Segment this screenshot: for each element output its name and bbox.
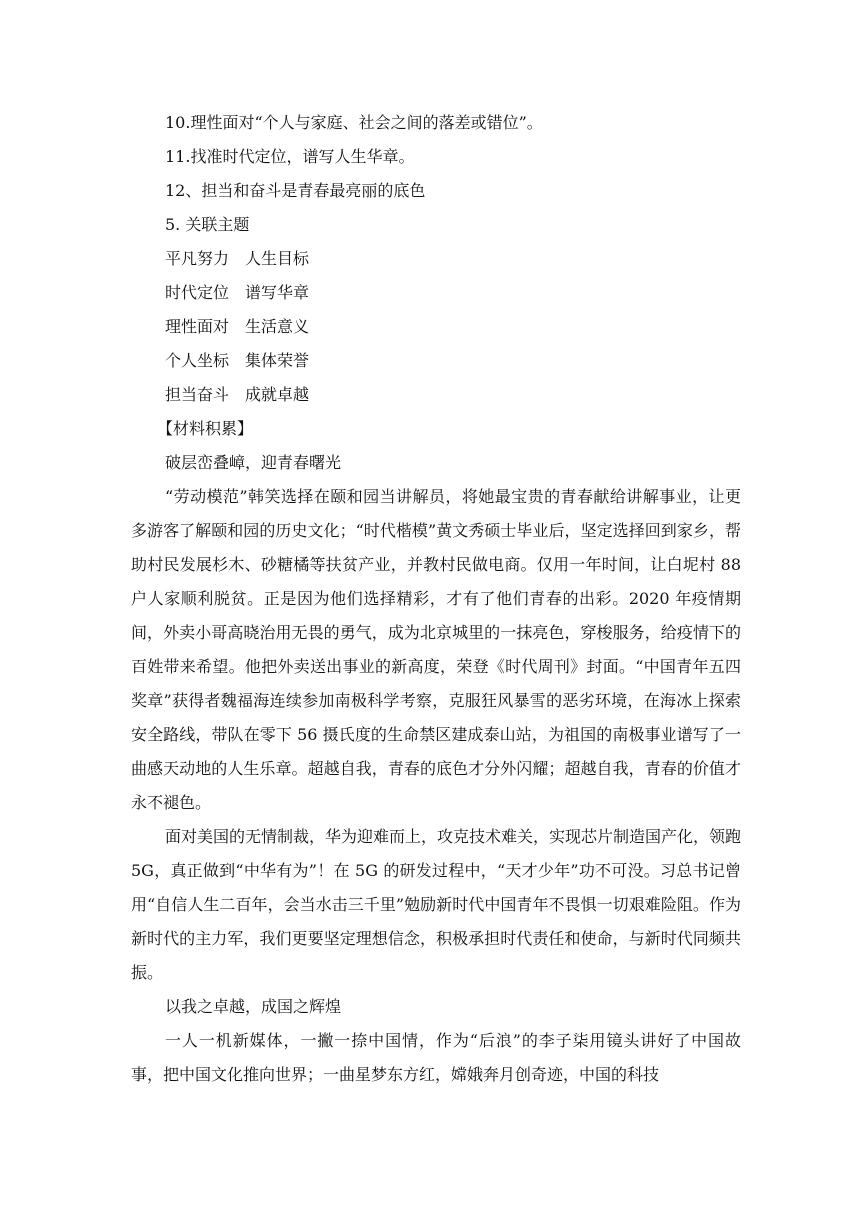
- theme-a: 担当奋斗: [165, 385, 230, 404]
- materials-paragraph: 一人一机新媒体，一撇一捺中国情，作为“后浪”的李子柒用镜头讲好了中国故事，把中国文化推向世界；一曲星梦东方红，嫦娥奔月创奇迹，中国的科技: [131, 1031, 741, 1084]
- theme-row: [131, 378, 741, 412]
- theme-a: 理性面对: [165, 317, 230, 336]
- section-heading: 5. 关联主题: [165, 215, 250, 234]
- theme-row: [131, 344, 741, 378]
- materials-header: 【材料积累】: [157, 419, 254, 438]
- item-11: 11.找准时代定位，谱写人生华章。: [165, 147, 415, 166]
- item-12: 12、担当和奋斗是青春最亮丽的底色: [165, 181, 426, 200]
- theme-row: [131, 276, 741, 310]
- theme-a: 时代定位: [165, 283, 230, 302]
- theme-b: 生活意义: [245, 317, 310, 336]
- theme-a: 个人坐标: [165, 351, 230, 370]
- theme-row: [131, 242, 741, 276]
- materials-subtitle: 破层峦叠嶂，迎青春曙光: [165, 453, 342, 472]
- document-page: [131, 106, 741, 1092]
- materials-paragraph: “劳动模范”韩笑选择在颐和园当讲解员，将她最宝贵的青春献给讲解事业，让更多游客了解颐和园的历史文化；“时代楷模”黄文秀硕士毕业后，坚定选择回到家乡，帮助村民发展杉木、砂糖橘等扶贫产业，并教村民做电商。仅用一年时间，让白坭村 88 户人家顺利脱贫。正是因为他们选择精彩，才有了他们青春的出彩。2020 年疫情期间，外卖小哥高晓治用无畏的勇气，成为北京城里的一抹亮色，穿梭服务，给疫情下的百姓带来希望。他把外卖送出事业的新高度，荣登《时代周刊》封面。“中国青年五四奖章”获得者魏福海连续参加南极科学考察，克服狂风暴雪的恶劣环境，在海冰上探索安全路线，带队在零下 56 摄氏度的生命禁区建成泰山站，为祖国的南极事业谱写了一曲感天动地的人生乐章。超越自我，青春的底色才分外闪耀；超越自我，青春的价值才永不褪色。: [131, 487, 741, 812]
- materials-paragraph: 面对美国的无情制裁，华为迎难而上，攻克技术难关，实现芯片制造国产化，领跑 5G，真正做到“中华有为”！在 5G 的研发过程中，“天才少年”功不可没。习总书记曾用“自信人生二百年，会当水击三千里”勉励新时代中国青年不畏惧一切艰难险阻。作为新时代的主力军，我们更要坚定理想信念，积极承担时代责任和使命，与新时代同频共振。: [131, 827, 742, 982]
- theme-b: 集体荣誉: [245, 351, 310, 370]
- theme-b: 成就卓越: [245, 385, 310, 404]
- theme-b: 谱写华章: [245, 283, 310, 302]
- theme-row: [131, 310, 741, 344]
- materials-subtitle: 以我之卓越，成国之辉煌: [165, 997, 342, 1016]
- theme-b: 人生目标: [245, 249, 310, 268]
- theme-a: 平凡努力: [165, 249, 230, 268]
- item-10: 10.理性面对“个人与家庭、社会之间的落差或错位”。: [165, 113, 543, 132]
